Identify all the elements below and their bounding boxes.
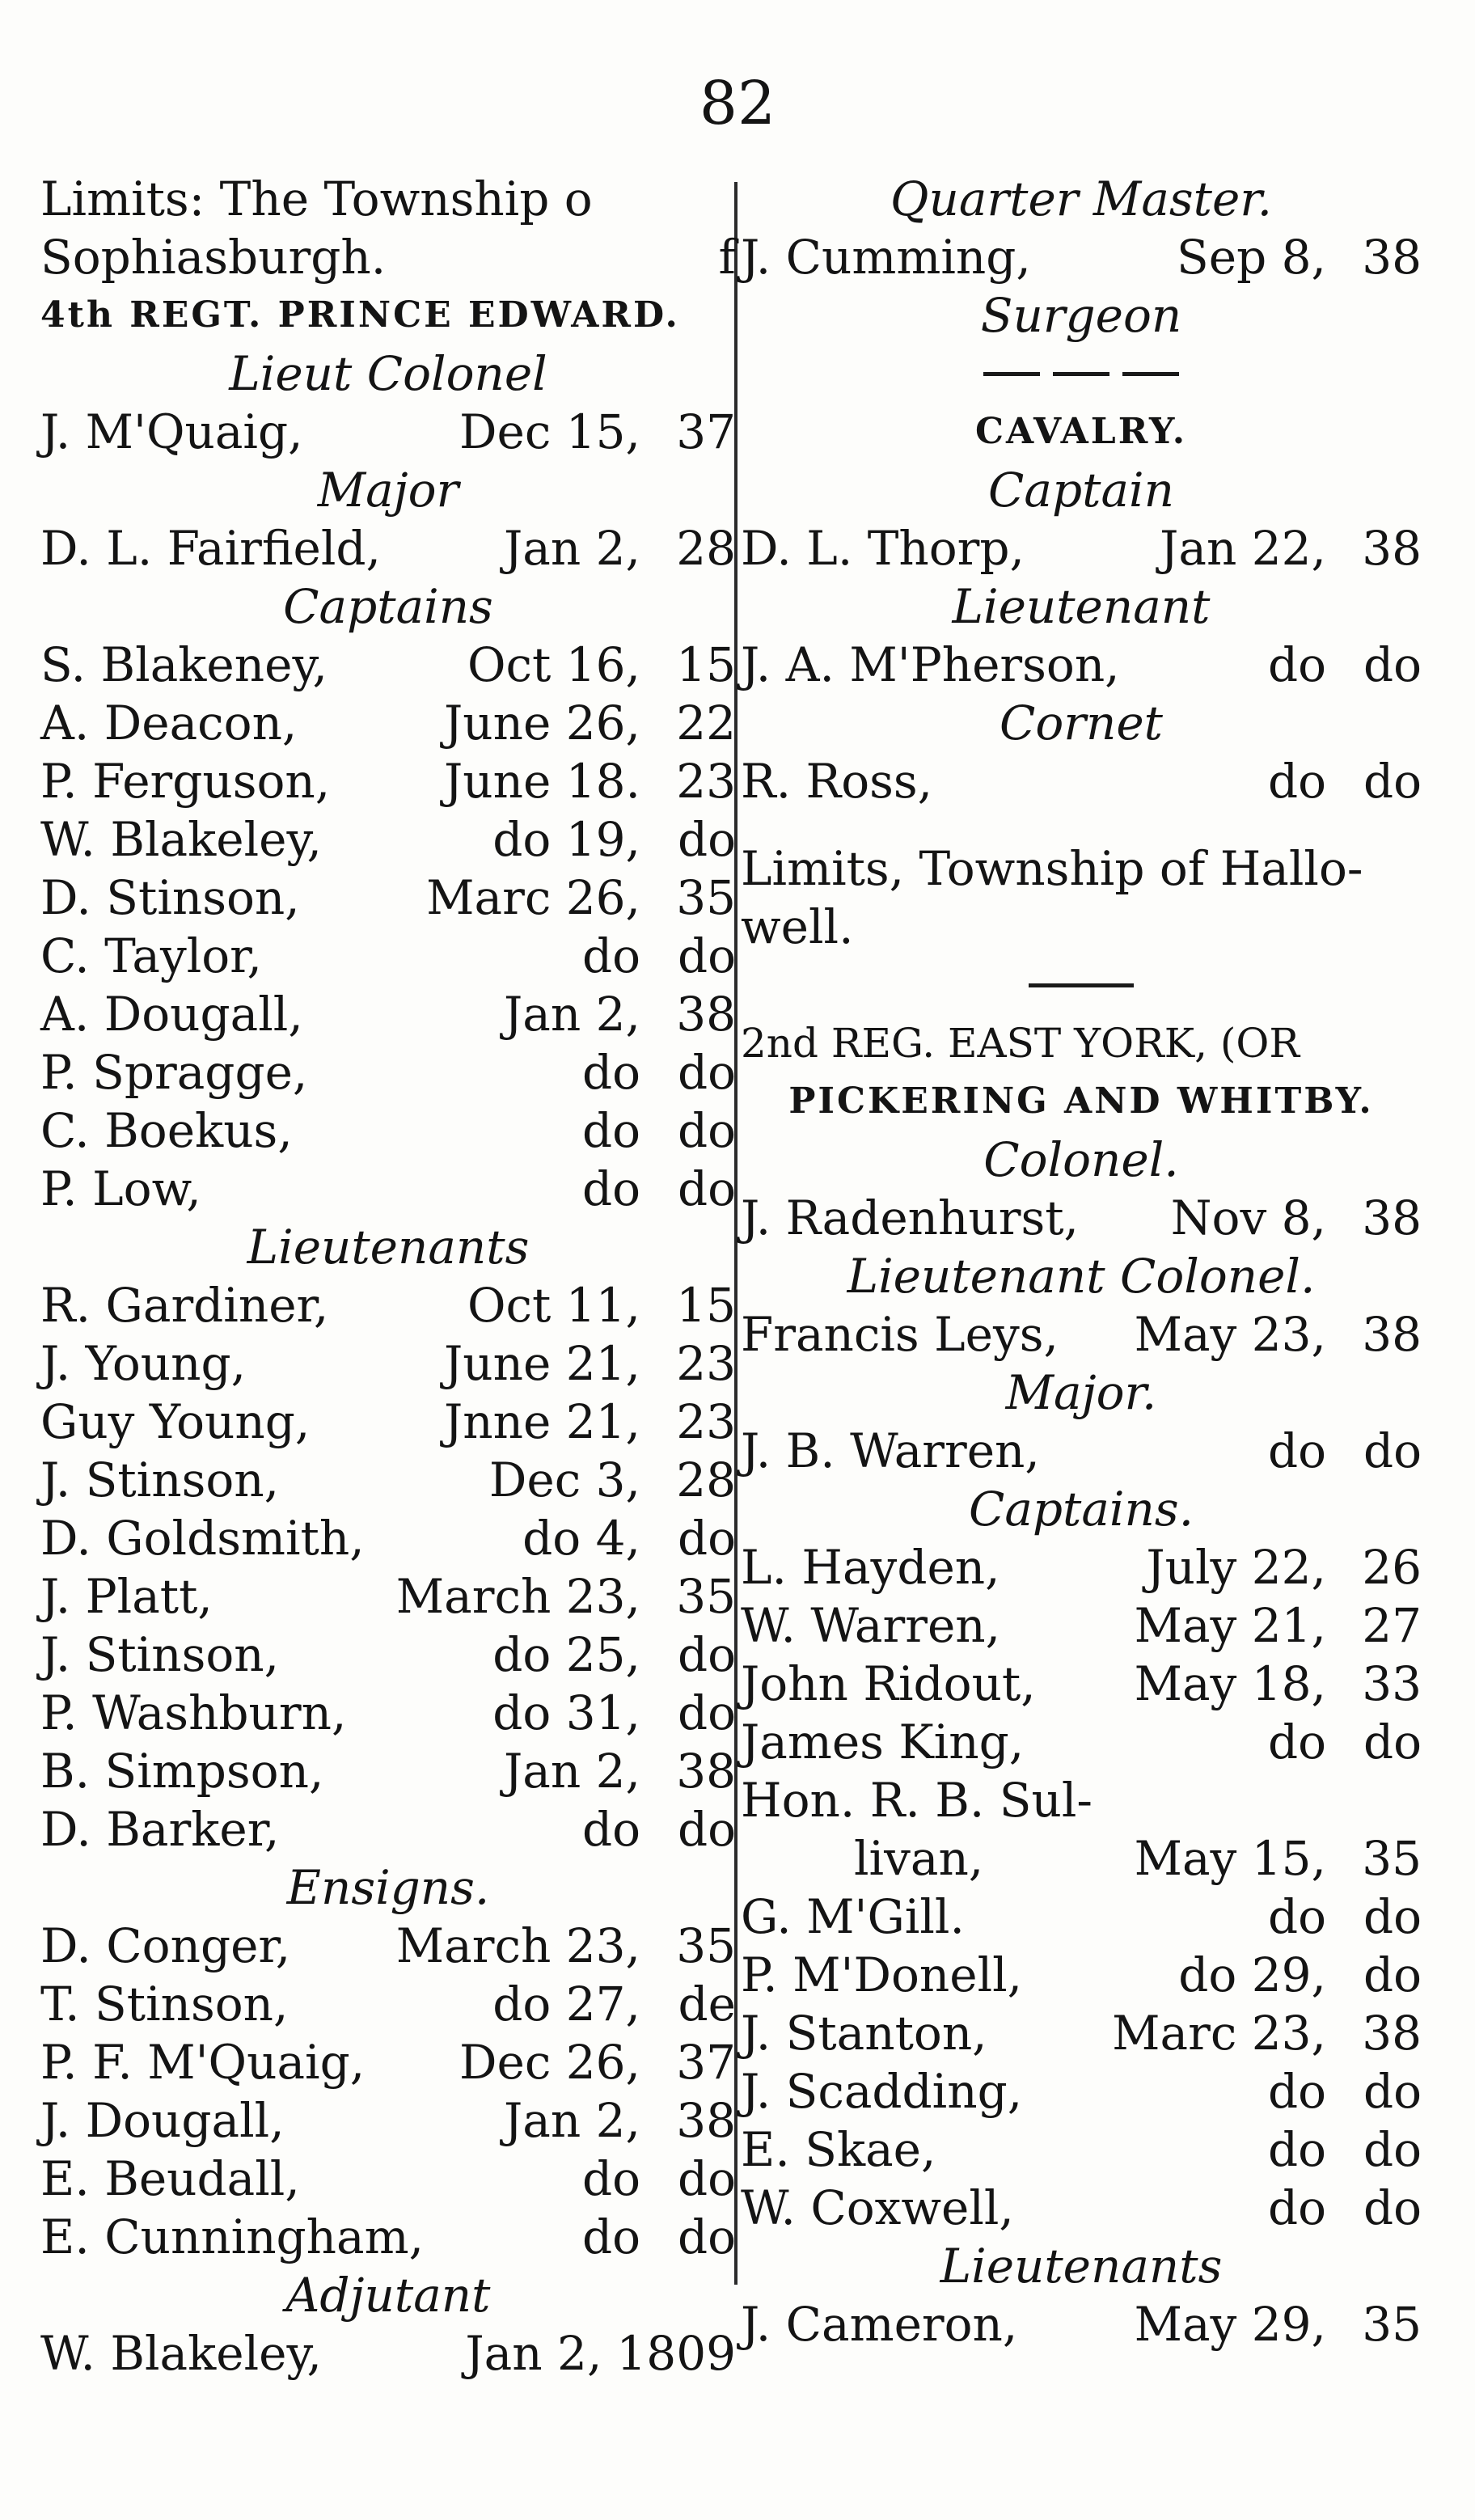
officer-name: C. Taylor, — [40, 928, 262, 983]
officer-name: James King, — [741, 1715, 1025, 1769]
officer-name: D. Barker, — [40, 1802, 280, 1857]
officer-entry-sullivan-1 — [741, 1771, 1422, 1829]
officer-entry — [741, 2179, 1422, 2237]
officer-entry — [40, 1160, 736, 1218]
commission-date: Sep 8, — [1177, 230, 1326, 285]
officer-entry — [40, 694, 736, 752]
officer-entry — [741, 2062, 1422, 2120]
officer-list — [40, 519, 736, 577]
officer-name: B. Simpson, — [40, 1744, 324, 1799]
commission-date: do — [1267, 1715, 1326, 1769]
officer-name: D. Stinson, — [40, 870, 300, 925]
officer-entry — [741, 1655, 1422, 1713]
section-heading: Lieutenant — [952, 579, 1211, 634]
commission-year: do — [1363, 1947, 1422, 2002]
officer-entry — [741, 228, 1422, 286]
commission-date: do 19, — [492, 812, 640, 867]
dash-rule — [741, 345, 1422, 403]
commission-date: do — [1267, 637, 1326, 692]
regiment-title: 4th REGT. PRINCE EDWARD. — [40, 294, 680, 336]
officer-list — [40, 1276, 736, 1858]
officer-entry — [40, 2091, 736, 2150]
commission-date: May 15, — [1134, 1831, 1326, 1886]
commission-year: 26 — [1362, 1540, 1422, 1595]
officer-name: J. B. Warren, — [741, 1423, 1040, 1478]
section-heading: Ensigns. — [286, 1860, 490, 1915]
commission-date: do — [1267, 1423, 1326, 1478]
commission-date: do — [581, 2151, 640, 2206]
limits-text-2: Sophiasburgh. — [40, 230, 387, 285]
regiment-title-line2: PICKERING AND WHITBY. — [788, 1080, 1374, 1122]
commission-year: 23 — [676, 754, 736, 809]
commission-date: Jan 2, — [504, 2093, 640, 2148]
commission-year: 23 — [676, 1394, 736, 1449]
officer-name: W. Warren, — [741, 1598, 1001, 1653]
officer-name: D. L. Fairfield, — [40, 521, 381, 576]
commission-date: do 4, — [522, 1511, 640, 1566]
commission-year: 15 — [676, 1278, 736, 1333]
officer-entry — [40, 1276, 736, 1334]
officer-list — [741, 2295, 1422, 2353]
commission-date: May 18, — [1134, 1656, 1326, 1711]
officer-name: livan, — [854, 1831, 984, 1886]
officer-name: R. Gardiner, — [40, 1278, 329, 1333]
commission-date: Nov 8, — [1170, 1190, 1326, 1245]
officer-name: L. Hayden, — [741, 1540, 1000, 1595]
commission-year: do — [1363, 637, 1422, 692]
commission-year: do — [1363, 1423, 1422, 1478]
officer-entry — [40, 1567, 736, 1626]
commission-date: do — [1267, 2064, 1326, 2119]
commission-date: Marc 23, — [1112, 2006, 1326, 2061]
commission-year: do — [1363, 2122, 1422, 2177]
commission-year: 35 — [676, 1918, 736, 1973]
officer-name: R. Ross, — [741, 754, 933, 809]
section-heading: Major — [317, 463, 459, 518]
officer-name: E. Skae, — [741, 2122, 936, 2177]
officer-list — [741, 752, 1422, 810]
commission-year: 38 — [1362, 1190, 1422, 1245]
section-heading: Captain — [988, 463, 1174, 518]
officer-entry — [40, 810, 736, 869]
officer-name: D. Goldsmith, — [40, 1511, 365, 1566]
commission-date: Oct 16, — [467, 637, 640, 692]
commission-year: 35 — [676, 1569, 736, 1624]
commission-date: Marc 26, — [426, 870, 640, 925]
officer-entry — [40, 519, 736, 577]
officer-list — [40, 1917, 736, 2266]
commission-date: do — [1267, 2122, 1326, 2177]
commission-year: 38 — [1362, 230, 1422, 285]
officer-entry — [40, 1917, 736, 1975]
officer-name: E. Beudall, — [40, 2151, 300, 2206]
officer-entry — [40, 1626, 736, 1684]
commission-date: do — [581, 1045, 640, 1100]
officer-entry — [40, 1800, 736, 1858]
commission-date: June 26, — [444, 696, 640, 751]
commission-year: do — [1363, 1715, 1422, 1769]
commission-year: do — [1363, 2064, 1422, 2119]
officer-entry — [40, 927, 736, 985]
officer-list — [741, 228, 1422, 286]
officer-list — [741, 1538, 1422, 1771]
officer-name: J. Platt, — [40, 1569, 213, 1624]
commission-year: do — [677, 928, 736, 983]
officer-entry — [741, 1946, 1422, 2004]
commission-year: 1809 — [616, 2326, 736, 2381]
officer-entry — [40, 1101, 736, 1160]
officer-name: J. Dougall, — [40, 2093, 285, 2148]
commission-date: do — [1267, 1889, 1326, 1944]
commission-year: 35 — [1362, 2297, 1422, 2352]
officer-entry — [40, 403, 736, 461]
commission-year: 37 — [676, 2035, 736, 2090]
officer-entry — [40, 1975, 736, 2033]
commission-year: 27 — [1362, 1598, 1422, 1653]
commission-date: do 25, — [492, 1627, 640, 1682]
officer-name: J. Stinson, — [40, 1627, 280, 1682]
officer-entry — [741, 1713, 1422, 1771]
limits-hallowell: Limits, Township of Hallo- well. — [741, 841, 1363, 954]
commission-date: Dec 26, — [459, 2035, 640, 2090]
officer-name: Hon. R. B. Sul- — [741, 1773, 1093, 1828]
officer-name: J. A. M'Pherson, — [741, 637, 1120, 692]
commission-year: do — [677, 812, 736, 867]
officer-list — [741, 636, 1422, 694]
commission-date: Dec 15, — [459, 404, 640, 459]
commission-date: May 21, — [1134, 1598, 1326, 1653]
commission-year: do — [677, 2151, 736, 2206]
officer-entry — [40, 1393, 736, 1451]
commission-year: 35 — [1362, 1831, 1422, 1886]
commission-year: do — [677, 1161, 736, 1216]
commission-year: 35 — [676, 870, 736, 925]
officer-entry — [741, 519, 1422, 577]
officer-name: A. Deacon, — [40, 696, 298, 751]
commission-date: do — [581, 1161, 640, 1216]
right-column — [741, 170, 1422, 2353]
officer-entry — [741, 1305, 1422, 1364]
section-heading: Lieutenants — [247, 1220, 530, 1275]
officer-name: J. Stanton, — [741, 2006, 987, 2061]
section-heading: Captains — [283, 579, 493, 634]
officer-entry — [40, 2208, 736, 2266]
commission-date: Jan 2, — [465, 2326, 602, 2381]
officer-list — [40, 636, 736, 1218]
commission-date: June 18. — [444, 754, 640, 809]
section-heading: Lieut Colonel — [229, 346, 547, 401]
officer-list — [741, 1189, 1422, 1247]
officer-list — [40, 403, 736, 461]
commission-year: do — [677, 1802, 736, 1857]
officer-entry — [40, 1334, 736, 1393]
section-heading: Major. — [1005, 1365, 1157, 1420]
officer-name: J. Stinson, — [40, 1452, 280, 1507]
officer-name: J. Cameron, — [741, 2297, 1018, 2352]
left-column — [40, 170, 736, 2383]
commission-year: do — [677, 1103, 736, 1158]
commission-year: do — [1363, 1889, 1422, 1944]
officer-entry-sullivan-2 — [741, 1829, 1422, 1888]
commission-year: do — [677, 1511, 736, 1566]
commission-year: do — [677, 1627, 736, 1682]
commission-year: do — [677, 2209, 736, 2264]
officer-entry — [40, 1043, 736, 1101]
officer-name: D. Conger, — [40, 1918, 291, 1973]
officer-entry — [741, 1538, 1422, 1596]
commission-date: do 27, — [492, 1977, 640, 2032]
commission-date: do 29, — [1178, 1947, 1326, 2002]
officer-entry — [741, 1596, 1422, 1655]
cavalry-title: CAVALRY. — [974, 411, 1188, 452]
officer-entry — [741, 2004, 1422, 2062]
commission-date: do 31, — [492, 1685, 640, 1740]
officer-name: E. Cunningham, — [40, 2209, 425, 2264]
commission-date: June 21, — [444, 1336, 640, 1391]
limits-line-2 — [40, 228, 736, 286]
officer-entry — [40, 2150, 736, 2208]
officer-entry — [741, 2295, 1422, 2353]
page-number: 82 — [699, 69, 776, 138]
regiment-title-line1: 2nd REG. EAST YORK, (OR — [741, 1020, 1300, 1067]
officer-entry — [40, 2324, 736, 2383]
officer-entry — [741, 636, 1422, 694]
commission-date: do — [1267, 2180, 1326, 2235]
commission-date: May 29, — [1134, 2297, 1326, 2352]
officer-list — [741, 1888, 1422, 2237]
officer-entry — [40, 1684, 736, 1742]
commission-year: do — [1363, 754, 1422, 809]
commission-year: 37 — [676, 404, 736, 459]
officer-entry — [741, 1422, 1422, 1480]
commission-year: do — [1363, 2180, 1422, 2235]
officer-list — [741, 1422, 1422, 1480]
commission-year: 38 — [1362, 521, 1422, 576]
commission-year: 33 — [1362, 1656, 1422, 1711]
limits-tail: f — [718, 230, 736, 285]
officer-list — [741, 519, 1422, 577]
officer-name: Francis Leys, — [741, 1307, 1059, 1362]
section-heading: Colonel. — [983, 1132, 1179, 1187]
officer-entry — [40, 1509, 736, 1567]
commission-date: do — [581, 1103, 640, 1158]
commission-year: 38 — [676, 987, 736, 1042]
commission-year: do — [677, 1685, 736, 1740]
officer-name: P. Ferguson, — [40, 754, 331, 809]
officer-name: P. M'Donell, — [741, 1947, 1023, 2002]
officer-name: W. Coxwell, — [741, 2180, 1014, 2235]
officer-name: P. F. M'Quaig, — [40, 2035, 366, 2090]
officer-name: P. Low, — [40, 1161, 201, 1216]
section-heading: Lieutenant Colonel. — [847, 1249, 1316, 1304]
officer-entry — [40, 752, 736, 810]
short-rule — [741, 956, 1422, 1014]
commission-year: 23 — [676, 1336, 736, 1391]
commission-date: Jan 22, — [1160, 521, 1326, 576]
limits-text: Limits: The Township o — [40, 171, 593, 226]
officer-list — [40, 2324, 736, 2383]
commission-date: Oct 11, — [467, 1278, 640, 1333]
officer-name: C. Boekus, — [40, 1103, 293, 1158]
officer-name: W. Blakeley, — [40, 2326, 322, 2381]
commission-date: do — [1267, 754, 1326, 809]
officer-name: Guy Young, — [40, 1394, 311, 1449]
commission-year: 38 — [1362, 2006, 1422, 2061]
officer-entry — [40, 636, 736, 694]
officer-entry — [40, 985, 736, 1043]
commission-date: Jan 2, — [504, 1744, 640, 1799]
commission-date: Jnne 21, — [444, 1394, 640, 1449]
commission-date: March 23, — [395, 1918, 640, 1973]
commission-year: 38 — [676, 2093, 736, 2148]
section-heading: Adjutant — [285, 2268, 491, 2323]
section-heading: Surgeon — [980, 288, 1182, 343]
officer-entry — [741, 2120, 1422, 2179]
officer-name: John Ridout, — [741, 1656, 1036, 1711]
officer-list — [741, 1305, 1422, 1364]
officer-entry — [40, 1451, 736, 1509]
commission-date: do — [581, 928, 640, 983]
commission-date: do — [581, 2209, 640, 2264]
officer-entry — [741, 752, 1422, 810]
commission-date: March 23, — [395, 1569, 640, 1624]
commission-year: 28 — [676, 1452, 736, 1507]
commission-date: Jan 2, — [504, 521, 640, 576]
officer-name: J. Young, — [40, 1336, 247, 1391]
officer-entry — [40, 1742, 736, 1800]
commission-year: 15 — [676, 637, 736, 692]
section-heading: Cornet — [999, 696, 1163, 751]
officer-name: J. Cumming, — [741, 230, 1031, 285]
officer-entry — [741, 1189, 1422, 1247]
officer-name: P. Washburn, — [40, 1685, 347, 1740]
officer-name: A. Dougall, — [40, 987, 303, 1042]
commission-date: Jan 2, — [504, 987, 640, 1042]
officer-name: J. Radenhurst, — [741, 1190, 1079, 1245]
commission-year: 38 — [676, 1744, 736, 1799]
officer-entry — [40, 2033, 736, 2091]
commission-year: 28 — [676, 521, 736, 576]
officer-entry — [741, 1888, 1422, 1946]
officer-name: J. Scadding, — [741, 2064, 1023, 2119]
section-heading: Quarter Master. — [890, 171, 1273, 226]
commission-date: May 23, — [1134, 1307, 1326, 1362]
section-heading: Captains. — [968, 1482, 1194, 1537]
commission-year: 22 — [676, 696, 736, 751]
commission-year: do — [677, 1045, 736, 1100]
officer-name: P. Spragge, — [40, 1045, 308, 1100]
officer-name: G. M'Gill. — [741, 1889, 965, 1944]
commission-date: Dec 3, — [488, 1452, 640, 1507]
limits-line — [40, 170, 736, 228]
commission-year: 38 — [1362, 1307, 1422, 1362]
officer-name: D. L. Thorp, — [741, 521, 1025, 576]
officer-name: W. Blakeley, — [40, 812, 322, 867]
commission-year: de — [678, 1977, 736, 2032]
officer-name: T. Stinson, — [40, 1977, 289, 2032]
commission-date: July 22, — [1146, 1540, 1326, 1595]
section-heading: Lieutenants — [940, 2239, 1223, 2294]
officer-name: S. Blakeney, — [40, 637, 328, 692]
officer-entry — [40, 869, 736, 927]
officer-name: J. M'Quaig, — [40, 404, 303, 459]
commission-date: do — [581, 1802, 640, 1857]
